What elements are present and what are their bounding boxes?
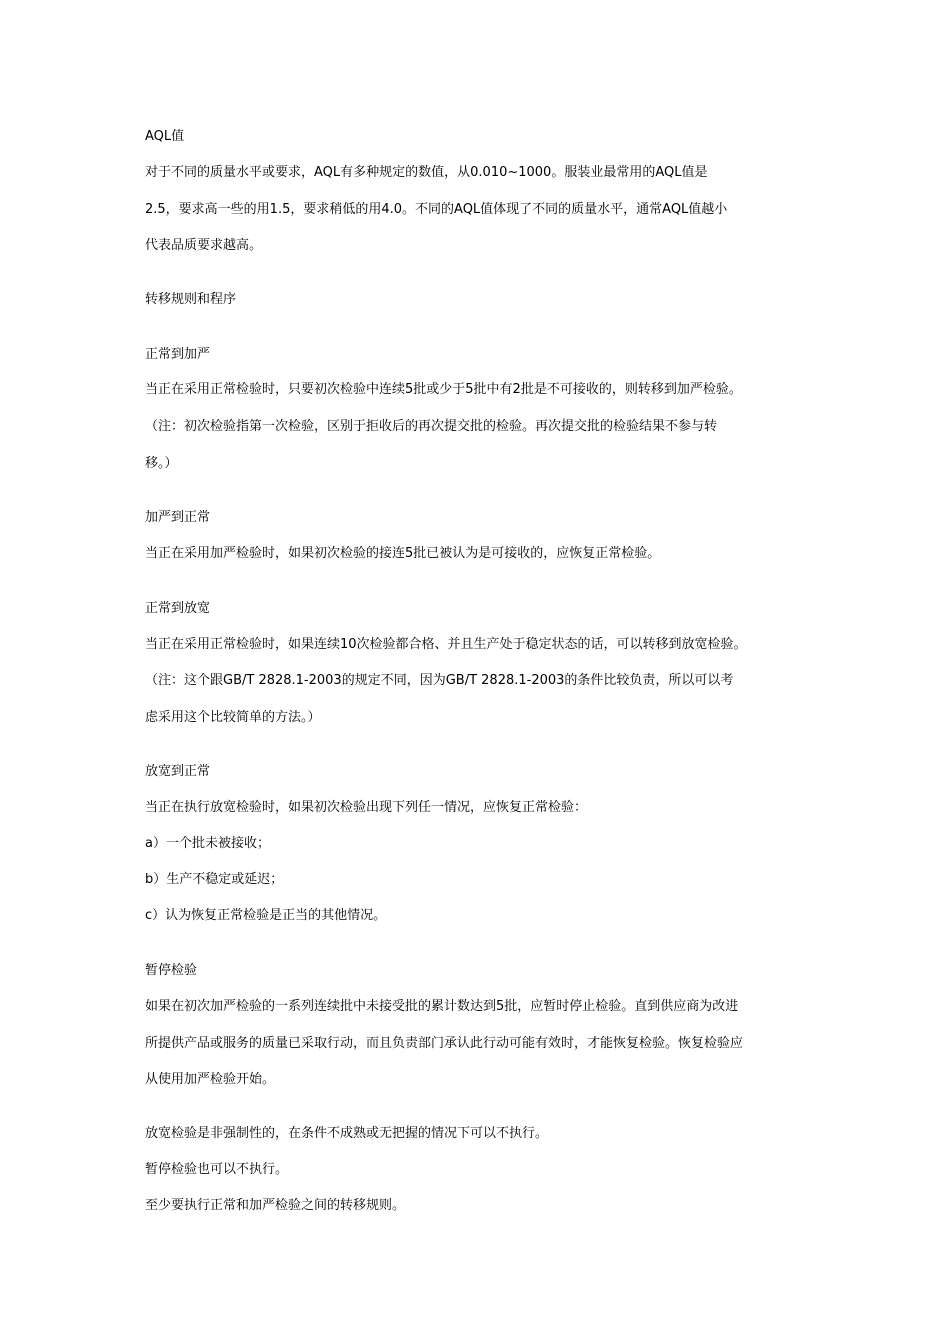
note-line: 移。） [145,456,178,471]
paragraph-line: 从使用加严检验开始。 [145,1072,276,1087]
list-item: b）生产不稳定或延迟； [145,872,284,887]
paragraph-line: 当正在执行放宽检验时，如果初次检验出现下列任一情况，应恢复正常检验： [145,800,588,815]
heading-normal-to-tightened: 正常到加严 [145,347,211,362]
paragraph-line: 如果在初次加严检验的一系列连续批中未接受批的累计数达到5批，应暂时停止检验。直到供应商为改进 [145,999,739,1014]
heading-aql-value: AQL值 [145,129,185,144]
note-line: （注：这个跟GB/T 2828.1-2003的规定不同，因为GB/T 2828.1-2003的条件比较负责，所以可以考 [145,673,734,688]
paragraph-line: 至少要执行正常和加严检验之间的转移规则。 [145,1198,406,1213]
heading-suspend-inspection: 暂停检验 [145,963,198,978]
paragraph-line: 放宽检验是非强制性的，在条件不成熟或无把握的情况下可以不执行。 [145,1126,549,1141]
paragraph-line: 对于不同的质量水平或要求，AQL有多种规定的数值，从0.010~1000。服装业最常用的AQL值是 [145,165,708,180]
heading-normal-to-reduced: 正常到放宽 [145,601,211,616]
heading-switching-rules: 转移规则和程序 [145,292,237,307]
paragraph-line: 当正在采用正常检验时，只要初次检验中连续5批或少于5批中有2批是不可接收的，则转移到加严检验。 [145,382,742,397]
list-item: a）一个批未被接收； [145,836,270,851]
heading-reduced-to-normal: 放宽到正常 [145,764,211,779]
paragraph-line: 2.5，要求高一些的用1.5，要求稍低的用4.0。不同的AQL值体现了不同的质量水平，通常AQL值越小 [145,202,728,217]
heading-tightened-to-normal: 加严到正常 [145,510,211,525]
paragraph-line: 所提供产品或服务的质量已采取行动，而且负责部门承认此行动可能有效时，才能恢复检验。恢复检验应 [145,1036,744,1051]
paragraph-line: 当正在采用正常检验时，如果连续10次检验都合格、并且生产处于稳定状态的话，可以转移到放宽检验。 [145,637,747,652]
paragraph-line: 暂停检验也可以不执行。 [145,1162,289,1177]
note-line: （注：初次检验指第一次检验，区别于拒收后的再次提交批的检验。再次提交批的检验结果不参与转 [145,419,718,434]
list-item: c）认为恢复正常检验是正当的其他情况。 [145,908,387,923]
note-line: 虑采用这个比较简单的方法。） [145,710,321,725]
paragraph-line: 代表品质要求越高。 [145,238,263,253]
paragraph-line: 当正在采用加严检验时，如果初次检验的接连5批已被认为是可接收的，应恢复正常检验。 [145,546,661,561]
